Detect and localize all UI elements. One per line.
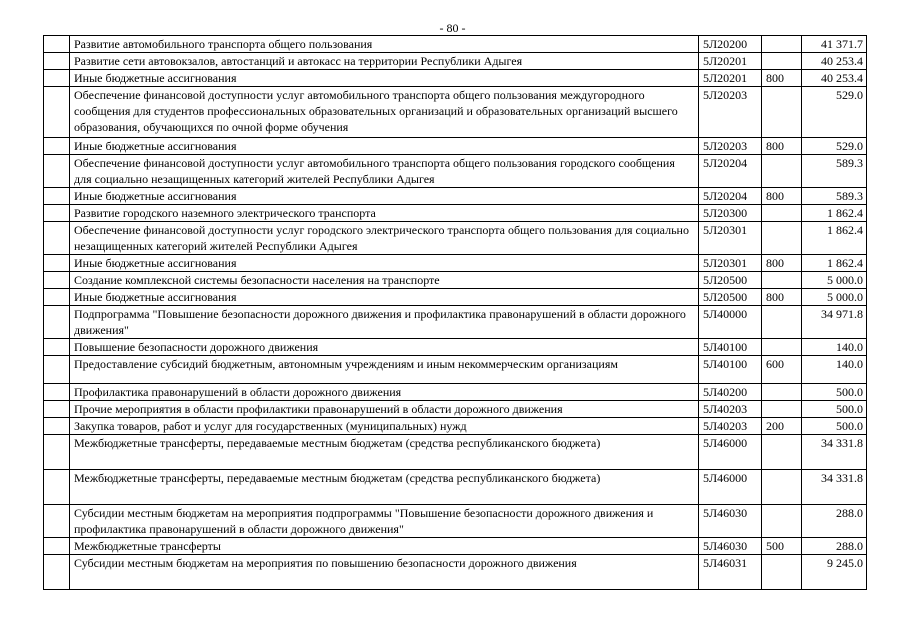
item-sum: 500.0	[802, 384, 867, 401]
item-code: 5Л20203	[699, 87, 762, 138]
table-row	[44, 138, 867, 155]
item-code: 5Л20500	[699, 289, 762, 306]
item-code: 5Л40100	[699, 339, 762, 356]
expense-type	[762, 306, 802, 339]
table-row	[44, 418, 867, 435]
item-code: 5Л46030	[699, 505, 762, 538]
item-name: Иные бюджетные ассигнования	[70, 188, 699, 205]
table-row	[44, 155, 867, 188]
item-code: 5Л40000	[699, 306, 762, 339]
item-name: Подпрограмма "Повышение безопасности дорожного движения и профилактика правонарушений в области дорожного движения"	[70, 306, 699, 339]
item-sum: 288.0	[802, 538, 867, 555]
blank-cell	[44, 36, 70, 53]
item-code: 5Л20300	[699, 205, 762, 222]
expense-type: 600	[762, 356, 802, 384]
item-name: Межбюджетные трансферты	[70, 538, 699, 555]
table-row	[44, 53, 867, 70]
table-row	[44, 555, 867, 590]
expense-type	[762, 222, 802, 255]
item-name: Межбюджетные трансферты, передаваемые местным бюджетам (средства республиканского бюджета)	[70, 470, 699, 505]
item-name: Прочие мероприятия в области профилактики правонарушений в области дорожного движения	[70, 401, 699, 418]
item-code: 5Л20204	[699, 155, 762, 188]
item-sum: 529.0	[802, 87, 867, 138]
item-sum: 34 971.8	[802, 306, 867, 339]
blank-cell	[44, 339, 70, 356]
item-sum: 589.3	[802, 155, 867, 188]
item-name: Профилактика правонарушений в области дорожного движения	[70, 384, 699, 401]
expense-type	[762, 470, 802, 505]
item-code: 5Л20203	[699, 138, 762, 155]
item-code: 5Л20500	[699, 272, 762, 289]
item-name: Межбюджетные трансферты, передаваемые местным бюджетам (средства республиканского бюджета)	[70, 435, 699, 470]
item-sum: 1 862.4	[802, 222, 867, 255]
expense-type	[762, 555, 802, 590]
item-name: Повышение безопасности дорожного движения	[70, 339, 699, 356]
expense-type	[762, 87, 802, 138]
expense-type: 800	[762, 255, 802, 272]
item-sum: 140.0	[802, 356, 867, 384]
expense-type	[762, 435, 802, 470]
blank-cell	[44, 70, 70, 87]
item-code: 5Л46000	[699, 470, 762, 505]
blank-cell	[44, 470, 70, 505]
item-sum: 1 862.4	[802, 205, 867, 222]
item-code: 5Л20200	[699, 36, 762, 53]
expense-type: 800	[762, 70, 802, 87]
table-row	[44, 505, 867, 538]
blank-cell	[44, 53, 70, 70]
expense-type	[762, 205, 802, 222]
blank-cell	[44, 505, 70, 538]
item-sum: 500.0	[802, 401, 867, 418]
item-sum: 34 331.8	[802, 435, 867, 470]
item-name: Иные бюджетные ассигнования	[70, 138, 699, 155]
table-row	[44, 339, 867, 356]
item-sum: 5 000.0	[802, 272, 867, 289]
blank-cell	[44, 155, 70, 188]
expense-type	[762, 36, 802, 53]
item-code: 5Л40200	[699, 384, 762, 401]
expense-type: 200	[762, 418, 802, 435]
table-row	[44, 401, 867, 418]
item-name: Иные бюджетные ассигнования	[70, 70, 699, 87]
table-row	[44, 36, 867, 53]
blank-cell	[44, 435, 70, 470]
item-sum: 288.0	[802, 505, 867, 538]
blank-cell	[44, 87, 70, 138]
item-name: Развитие автомобильного транспорта общего пользования	[70, 36, 699, 53]
item-code: 5Л40203	[699, 418, 762, 435]
expense-type	[762, 505, 802, 538]
item-name: Развитие городского наземного электрического транспорта	[70, 205, 699, 222]
item-sum: 41 371.7	[802, 36, 867, 53]
item-code: 5Л20204	[699, 188, 762, 205]
page-number: - 80 -	[439, 21, 466, 35]
item-name: Субсидии местным бюджетам на мероприятия подпрограммы "Повышение безопасности дорожного движения и профилактика правонарушений в области дорожного движения"	[70, 505, 699, 538]
expense-type	[762, 155, 802, 188]
expense-type	[762, 401, 802, 418]
item-code: 5Л20201	[699, 70, 762, 87]
item-sum: 589.3	[802, 188, 867, 205]
item-name: Закупка товаров, работ и услуг для государственных (муниципальных) нужд	[70, 418, 699, 435]
expense-type: 800	[762, 138, 802, 155]
item-name: Развитие сети автовокзалов, автостанций и автокасс на территории Республики Адыгея	[70, 53, 699, 70]
table-row	[44, 70, 867, 87]
item-name: Иные бюджетные ассигнования	[70, 255, 699, 272]
table-row	[44, 435, 867, 470]
table-row	[44, 356, 867, 384]
blank-cell	[44, 222, 70, 255]
item-code: 5Л40100	[699, 356, 762, 384]
table-row	[44, 188, 867, 205]
table-row	[44, 289, 867, 306]
expense-type: 800	[762, 289, 802, 306]
table-row	[44, 384, 867, 401]
table-row	[44, 306, 867, 339]
table-row	[44, 205, 867, 222]
item-sum: 140.0	[802, 339, 867, 356]
expense-type	[762, 53, 802, 70]
budget-table	[43, 35, 867, 590]
item-sum: 1 862.4	[802, 255, 867, 272]
item-name: Обеспечение финансовой доступности услуг автомобильного транспорта общего пользования междугородного сообщения для студентов профессиональных образовательных организаций и образовательных организаций высшего образования, обучающихся по очной форме обучения	[70, 87, 699, 138]
item-sum: 9 245.0	[802, 555, 867, 590]
expense-type	[762, 384, 802, 401]
expense-type	[762, 339, 802, 356]
table-row	[44, 222, 867, 255]
blank-cell	[44, 538, 70, 555]
blank-cell	[44, 401, 70, 418]
item-sum: 529.0	[802, 138, 867, 155]
blank-cell	[44, 555, 70, 590]
item-code: 5Л20201	[699, 53, 762, 70]
expense-type: 800	[762, 188, 802, 205]
blank-cell	[44, 255, 70, 272]
blank-cell	[44, 289, 70, 306]
item-sum: 40 253.4	[802, 70, 867, 87]
item-sum: 5 000.0	[802, 289, 867, 306]
item-sum: 40 253.4	[802, 53, 867, 70]
blank-cell	[44, 306, 70, 339]
blank-cell	[44, 384, 70, 401]
expense-type	[762, 272, 802, 289]
blank-cell	[44, 188, 70, 205]
table-row	[44, 272, 867, 289]
item-code: 5Л46030	[699, 538, 762, 555]
blank-cell	[44, 138, 70, 155]
item-name: Обеспечение финансовой доступности услуг городского электрического транспорта общего пользования для социально незащищенных категорий жителей Республики Адыгея	[70, 222, 699, 255]
expense-type: 500	[762, 538, 802, 555]
blank-cell	[44, 418, 70, 435]
blank-cell	[44, 272, 70, 289]
item-sum: 500.0	[802, 418, 867, 435]
item-name: Субсидии местным бюджетам на мероприятия по повышению безопасности дорожного движения	[70, 555, 699, 590]
item-code: 5Л20301	[699, 222, 762, 255]
item-name: Создание комплексной системы безопасности населения на транспорте	[70, 272, 699, 289]
item-name: Иные бюджетные ассигнования	[70, 289, 699, 306]
blank-cell	[44, 356, 70, 384]
table-row	[44, 470, 867, 505]
blank-cell	[44, 205, 70, 222]
item-name: Предоставление субсидий бюджетным, автономным учреждениям и иным некоммерческим организациям	[70, 356, 699, 384]
table-row	[44, 538, 867, 555]
table-row	[44, 255, 867, 272]
item-code: 5Л46031	[699, 555, 762, 590]
item-name: Обеспечение финансовой доступности услуг автомобильного транспорта общего пользования городского сообщения для социально незащищенных категорий жителей Республики Адыгея	[70, 155, 699, 188]
item-sum: 34 331.8	[802, 470, 867, 505]
item-code: 5Л20301	[699, 255, 762, 272]
item-code: 5Л46000	[699, 435, 762, 470]
table-row	[44, 87, 867, 138]
item-code: 5Л40203	[699, 401, 762, 418]
